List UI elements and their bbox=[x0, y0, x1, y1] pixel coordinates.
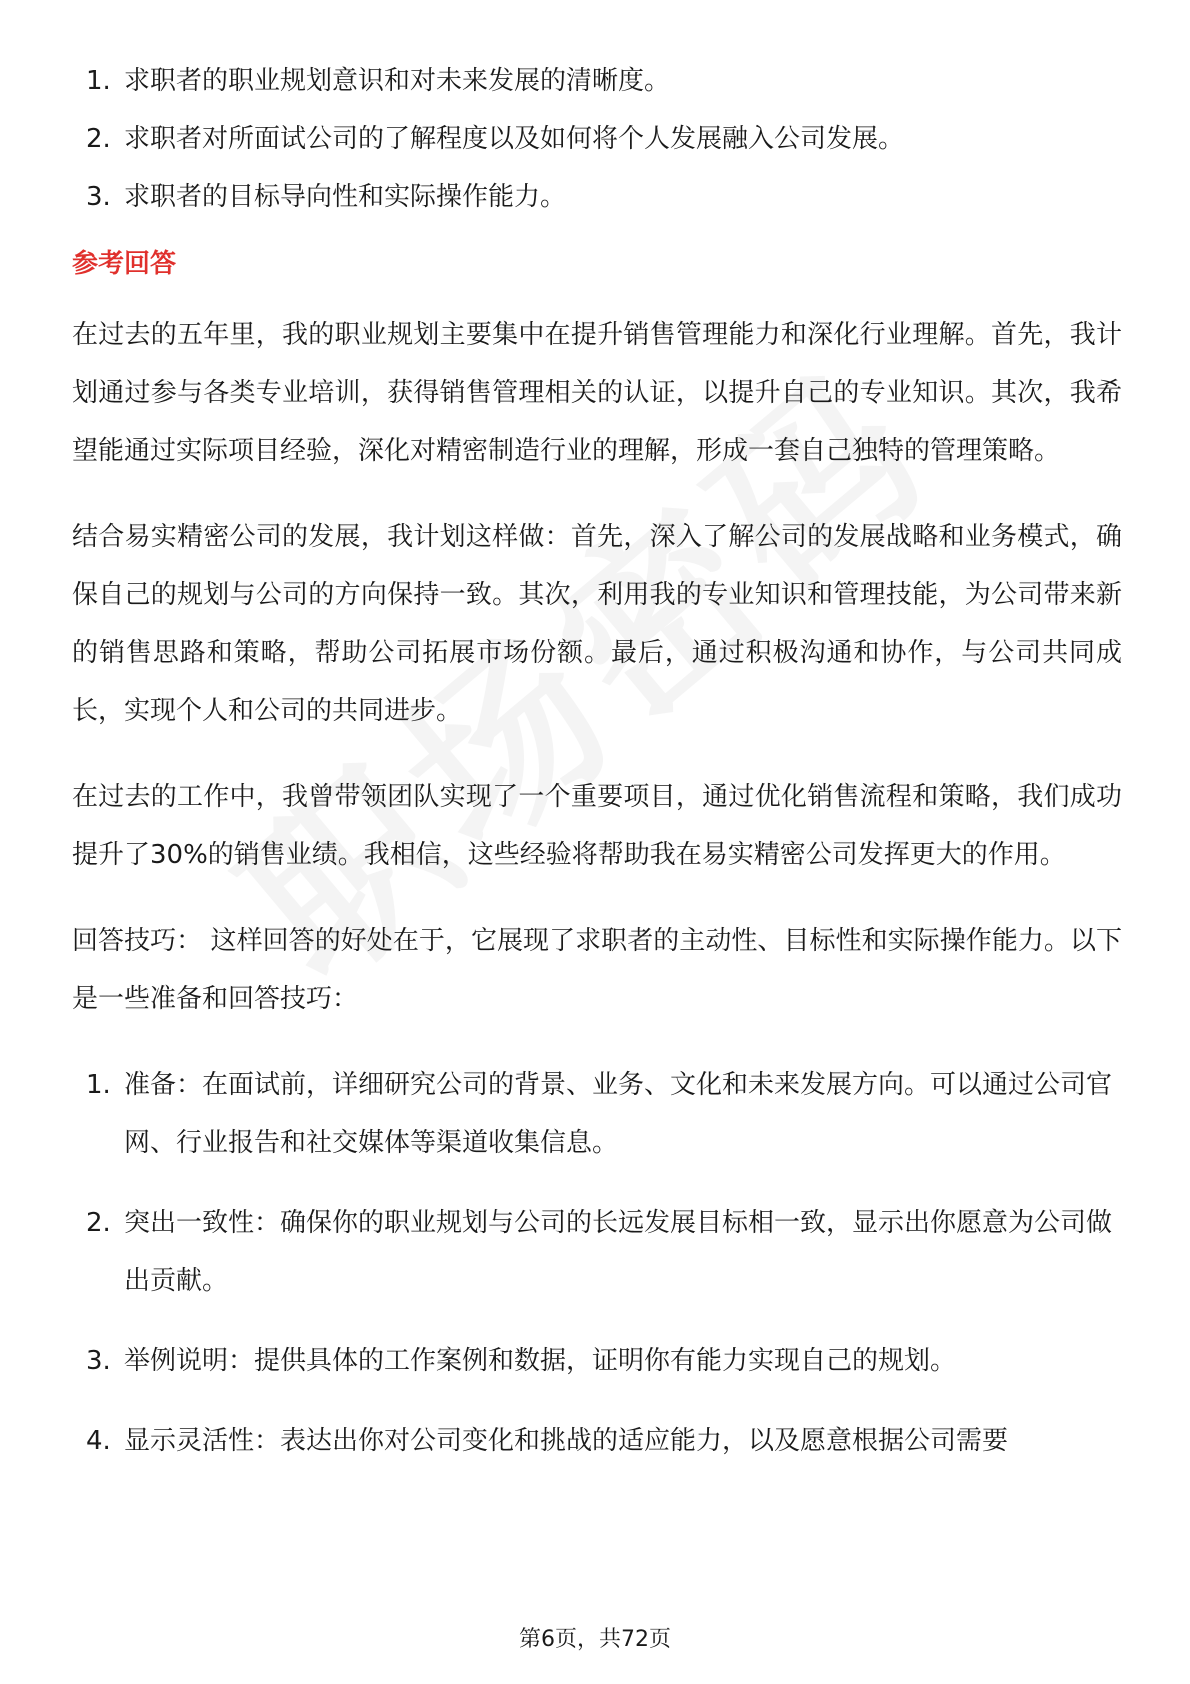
list-number: 4. bbox=[86, 1426, 111, 1456]
list-text: 准备：在面试前，详细研究公司的背景、业务、文化和未来发展方向。可以通过公司官网、行业报告和社交媒体等渠道收集信息。 bbox=[124, 1070, 1113, 1158]
list-number: 1. bbox=[86, 1070, 111, 1100]
list-number: 3. bbox=[86, 182, 111, 212]
tips-list bbox=[72, 1056, 1122, 1470]
answer-paragraph-1: 在过去的五年里，我的职业规划主要集中在提升销售管理能力和深化行业理解。首先，我计划通过参与各类专业培训，获得销售管理相关的认证，以提升自己的专业知识。其次，我希望能通过实际项目经验，深化对精密制造行业的理解，形成一套自己独特的管理策略。 bbox=[72, 320, 1122, 466]
tips-intro-paragraph: 回答技巧： 这样回答的好处在于，它展现了求职者的主动性、目标性和实际操作能力。以下是一些准备和回答技巧： bbox=[72, 926, 1122, 1014]
list-text: 求职者的职业规划意识和对未来发展的清晰度。 bbox=[124, 66, 671, 96]
list-item bbox=[72, 1056, 1122, 1172]
list-text: 举例说明：提供具体的工作案例和数据，证明你有能力实现自己的规划。 bbox=[124, 1346, 957, 1376]
list-item bbox=[72, 1194, 1122, 1310]
answer-paragraph-3: 在过去的工作中，我曾带领团队实现了一个重要项目，通过优化销售流程和策略，我们成功提升了30%的销售业绩。我相信，这些经验将帮助我在易实精密公司发挥更大的作用。 bbox=[72, 782, 1122, 870]
page-footer: 第6页，共72页 bbox=[519, 1627, 671, 1652]
list-item bbox=[72, 168, 1122, 226]
list-item bbox=[72, 52, 1122, 110]
list-text: 显示灵活性：表达出你对公司变化和挑战的适应能力，以及愿意根据公司需要 bbox=[124, 1426, 1009, 1456]
list-text: 求职者的目标导向性和实际操作能力。 bbox=[124, 182, 567, 212]
list-item bbox=[72, 110, 1122, 168]
list-number: 2. bbox=[86, 124, 111, 154]
answer-paragraph-2: 结合易实精密公司的发展，我计划这样做：首先，深入了解公司的发展战略和业务模式，确保自己的规划与公司的方向保持一致。其次，利用我的专业知识和管理技能，为公司带来新的销售思路和策略，帮助公司拓展市场份额。最后，通过积极沟通和协作，与公司共同成长，实现个人和公司的共同进步。 bbox=[72, 522, 1122, 726]
list-number: 1. bbox=[86, 66, 111, 96]
list-number: 3. bbox=[86, 1346, 111, 1376]
section-heading: 参考回答 bbox=[72, 249, 177, 279]
list-number: 2. bbox=[86, 1208, 111, 1238]
list-text: 突出一致性：确保你的职业规划与公司的长远发展目标相一致，显示出你愿意为公司做出贡献。 bbox=[124, 1208, 1113, 1296]
list-item bbox=[72, 1412, 1122, 1470]
list-text: 求职者对所面试公司的了解程度以及如何将个人发展融入公司发展。 bbox=[124, 124, 905, 154]
evaluation-points-list bbox=[72, 52, 1122, 226]
page-content bbox=[72, 52, 1122, 1492]
list-item bbox=[72, 1332, 1122, 1390]
